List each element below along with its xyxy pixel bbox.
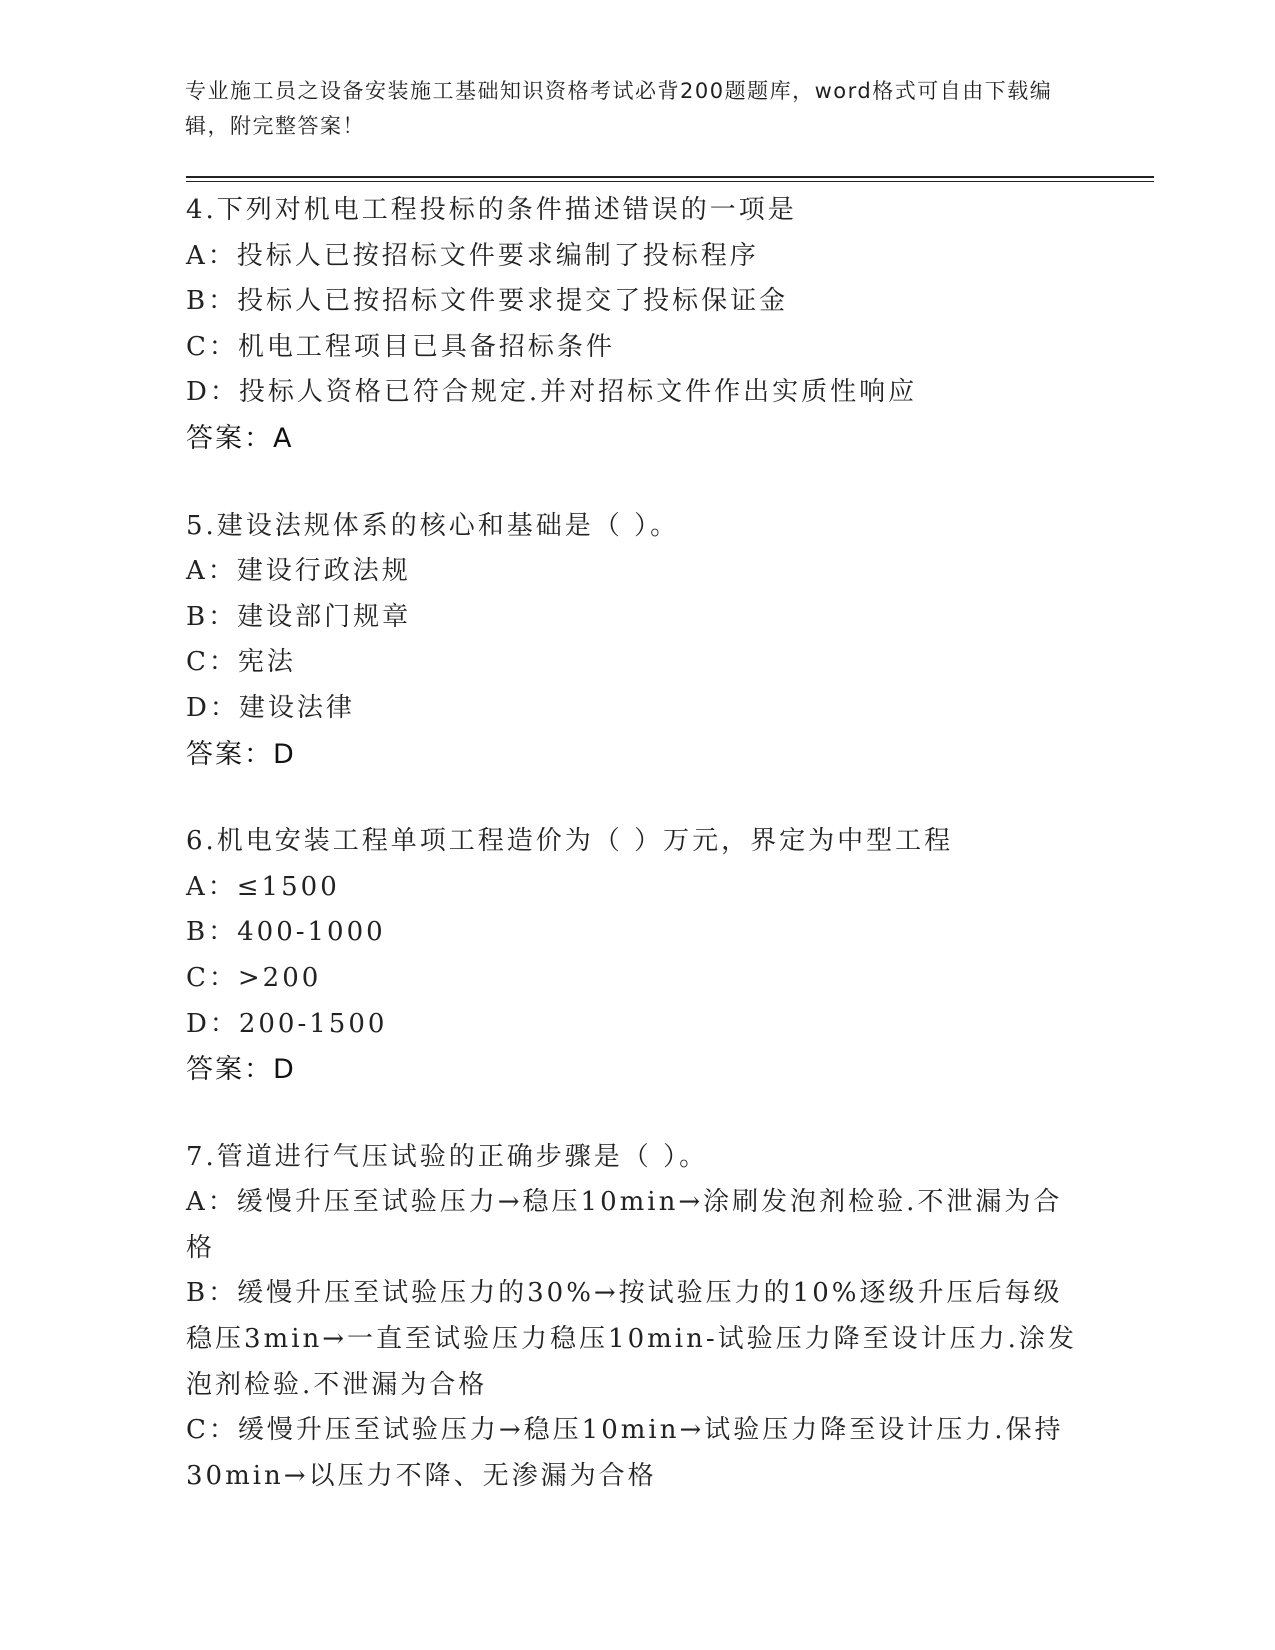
header-divider-thin [186, 181, 1154, 182]
option-a: A：投标人已按招标文件要求编制了投标程序 [186, 240, 759, 271]
question-7 [186, 1135, 1086, 1500]
option-c: C：>200 [186, 962, 322, 993]
question-stem: 7.管道进行气压试验的正确步骤是（ ）。 [186, 1141, 709, 1172]
document-header: 专业施工员之设备安装施工基础知识资格考试必背200题题库，word格式可自由下载编辑，附完整答案！ [185, 79, 1053, 138]
answer: 答案：D [186, 738, 296, 770]
option-d: D：200-1500 [186, 1008, 388, 1039]
option-c: C：机电工程项目已具备招标条件 [186, 331, 615, 362]
option-a: A：缓慢升压至试验压力→稳压10min→涂刷发泡剂检验.不泄漏为合格 [186, 1187, 1063, 1263]
option-c: C：缓慢升压至试验压力→稳压10min→试验压力降至设计压力.保持30min→以压力不降、无渗漏为合格 [186, 1415, 1064, 1491]
header-divider [186, 176, 1154, 178]
option-b: B：400-1000 [186, 917, 386, 948]
question-6 [186, 819, 1086, 1093]
option-d: D：投标人资格已符合规定.并对招标文件作出实质性响应 [186, 377, 918, 408]
option-b: B：缓慢升压至试验压力的30%→按试验压力的10%逐级升压后每级稳压3min→一直至试验压力稳压10min-试验压力降至设计压力.涂发泡剂检验.不泄漏为合格 [186, 1278, 1077, 1400]
option-b: B：建设部门规章 [186, 601, 412, 632]
answer: 答案：A [186, 422, 294, 454]
question-stem: 5.建设法规体系的核心和基础是（ ）。 [186, 510, 680, 541]
option-a: A：≤1500 [186, 871, 340, 902]
option-b: B：投标人已按招标文件要求提交了投标保证金 [186, 286, 789, 317]
answer: 答案：D [186, 1054, 296, 1086]
question-stem: 4.下列对机电工程投标的条件描述错误的一项是 [186, 195, 797, 225]
question-4 [186, 188, 1086, 462]
question-stem: 6.机电安装工程单项工程造价为（ ）万元，界定为中型工程 [186, 826, 954, 857]
question-5 [186, 504, 1086, 778]
question-list [186, 188, 1086, 1541]
option-d: D：建设法律 [186, 692, 355, 723]
option-c: C：宪法 [186, 647, 296, 678]
option-a: A：建设行政法规 [186, 556, 411, 587]
